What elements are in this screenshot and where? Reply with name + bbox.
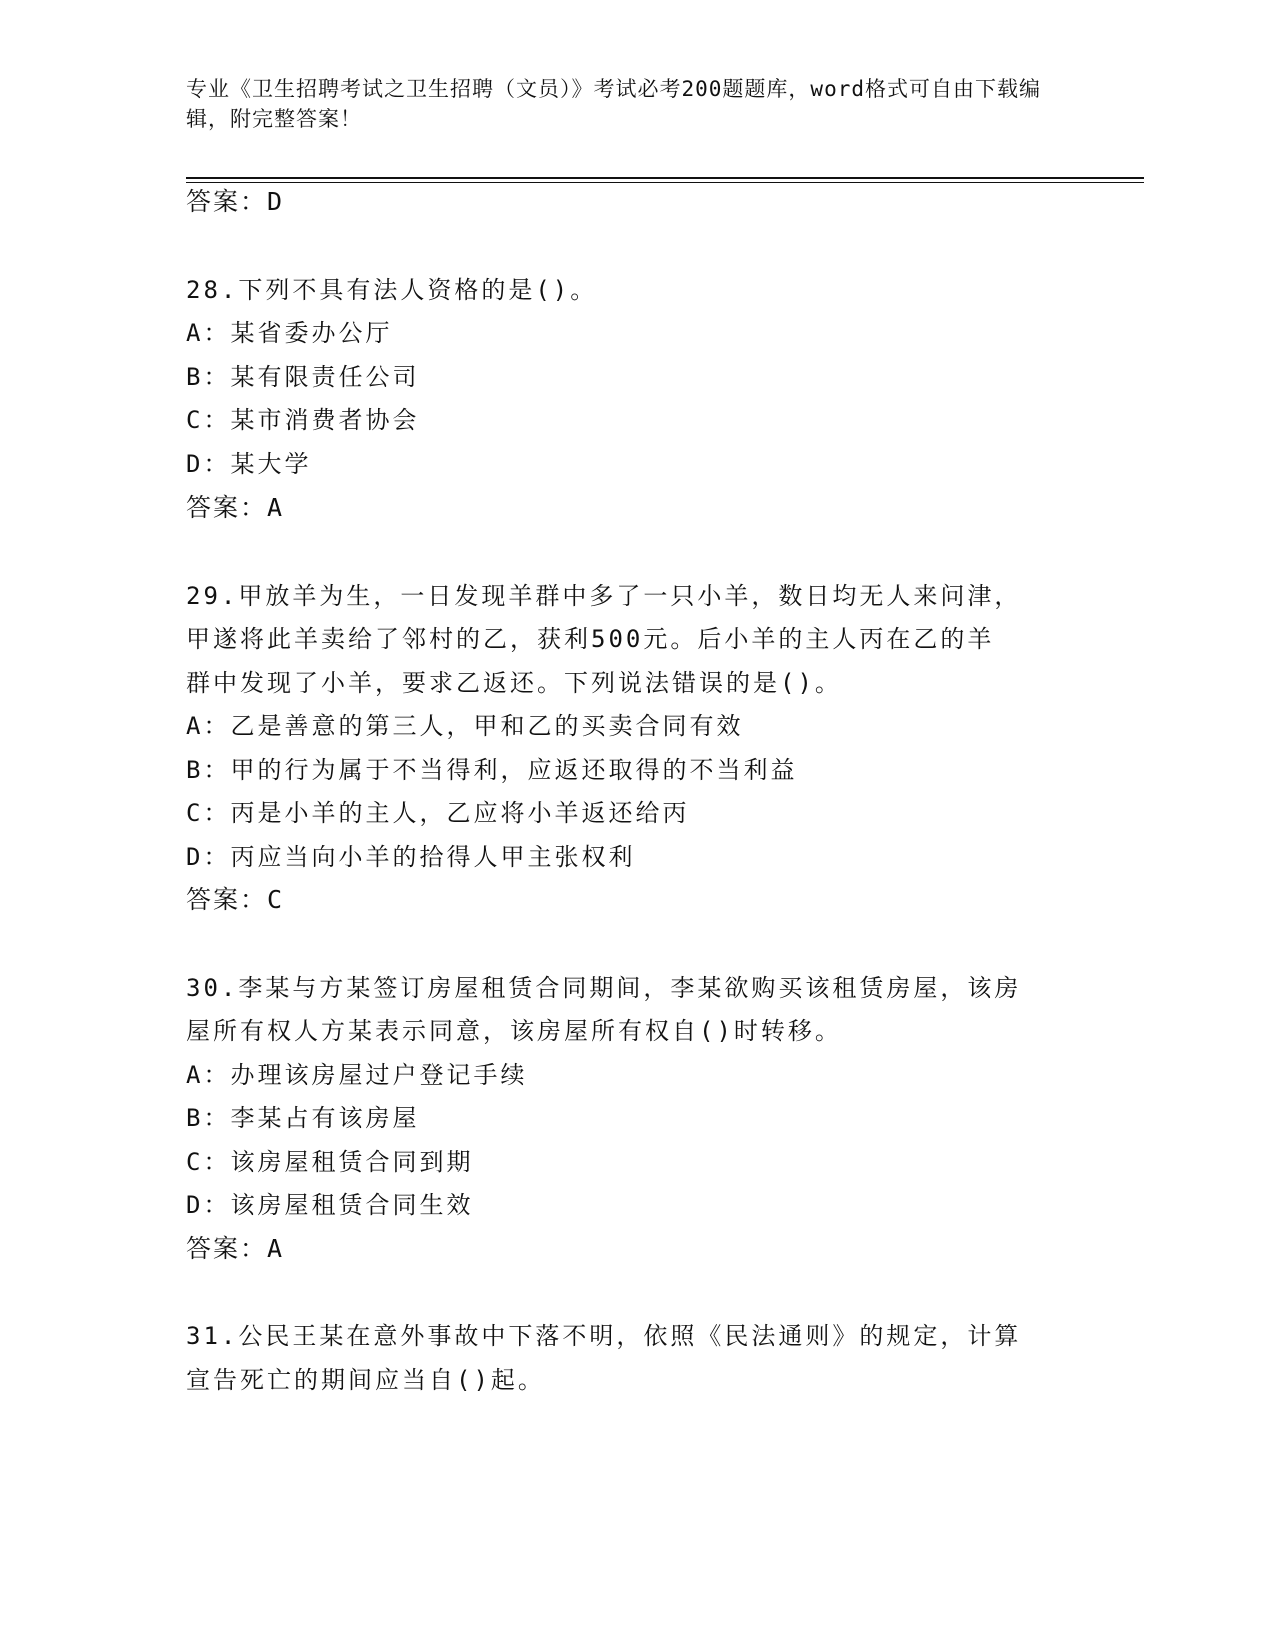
answer-value: A <box>267 493 283 522</box>
question-28-option-b: B：某有限责任公司 <box>186 363 420 391</box>
answer-value: C <box>267 885 283 914</box>
answer-label: 答案： <box>186 187 268 216</box>
question-29-answer <box>186 884 282 916</box>
question-28-option-c: C：某市消费者协会 <box>186 406 420 434</box>
question-29-stem-line-1: 29.甲放羊为生，一日发现羊群中多了一只小羊，数日均无人来问津， <box>186 582 1022 610</box>
question-30-option-a: A：办理该房屋过户登记手续 <box>186 1061 528 1089</box>
header-note: 专业《卫生招聘考试之卫生招聘（文员）》考试必考200题题库，word格式可自由下载编辑，附完整答案！ <box>186 77 1041 131</box>
question-28-option-d: D：某大学 <box>186 450 312 478</box>
header-divider-thin <box>186 182 1144 183</box>
answer-label: 答案： <box>186 1234 268 1263</box>
answer-value: D <box>267 187 283 216</box>
question-30-option-c: C：该房屋租赁合同到期 <box>186 1148 474 1176</box>
question-30-answer <box>186 1233 282 1265</box>
question-31-stem-line-2: 宣告死亡的期间应当自()起。 <box>186 1366 545 1394</box>
question-29-option-a: A：乙是善意的第三人，甲和乙的买卖合同有效 <box>186 712 744 740</box>
question-30-option-b: B：李某占有该房屋 <box>186 1104 420 1132</box>
question-28-answer <box>186 492 282 524</box>
question-29-option-c: C：丙是小羊的主人，乙应将小羊返还给丙 <box>186 799 690 827</box>
answer-previous <box>186 186 282 218</box>
question-30-stem-line-1: 30.李某与方某签订房屋租赁合同期间，李某欲购买该租赁房屋，该房 <box>186 974 1022 1002</box>
question-29-option-b: B：甲的行为属于不当得利，应返还取得的不当利益 <box>186 756 798 784</box>
question-28-stem: 28.下列不具有法人资格的是()。 <box>186 276 598 304</box>
question-31-stem-line-1: 31.公民王某在意外事故中下落不明，依照《民法通则》的规定，计算 <box>186 1322 1022 1350</box>
header-divider-thick <box>186 177 1144 179</box>
answer-label: 答案： <box>186 493 268 522</box>
question-29-stem-line-3: 群中发现了小羊，要求乙返还。下列说法错误的是()。 <box>186 669 842 697</box>
answer-value: A <box>267 1234 283 1263</box>
question-29-option-d: D：丙应当向小羊的拾得人甲主张权利 <box>186 843 636 871</box>
question-28-option-a: A：某省委办公厅 <box>186 319 393 347</box>
question-30-option-d: D：该房屋租赁合同生效 <box>186 1191 474 1219</box>
question-30-stem-line-2: 屋所有权人方某表示同意，该房屋所有权自()时转移。 <box>186 1017 842 1045</box>
answer-label: 答案： <box>186 885 268 914</box>
question-29-stem-line-2: 甲遂将此羊卖给了邻村的乙，获利500元。后小羊的主人丙在乙的羊 <box>186 625 995 653</box>
